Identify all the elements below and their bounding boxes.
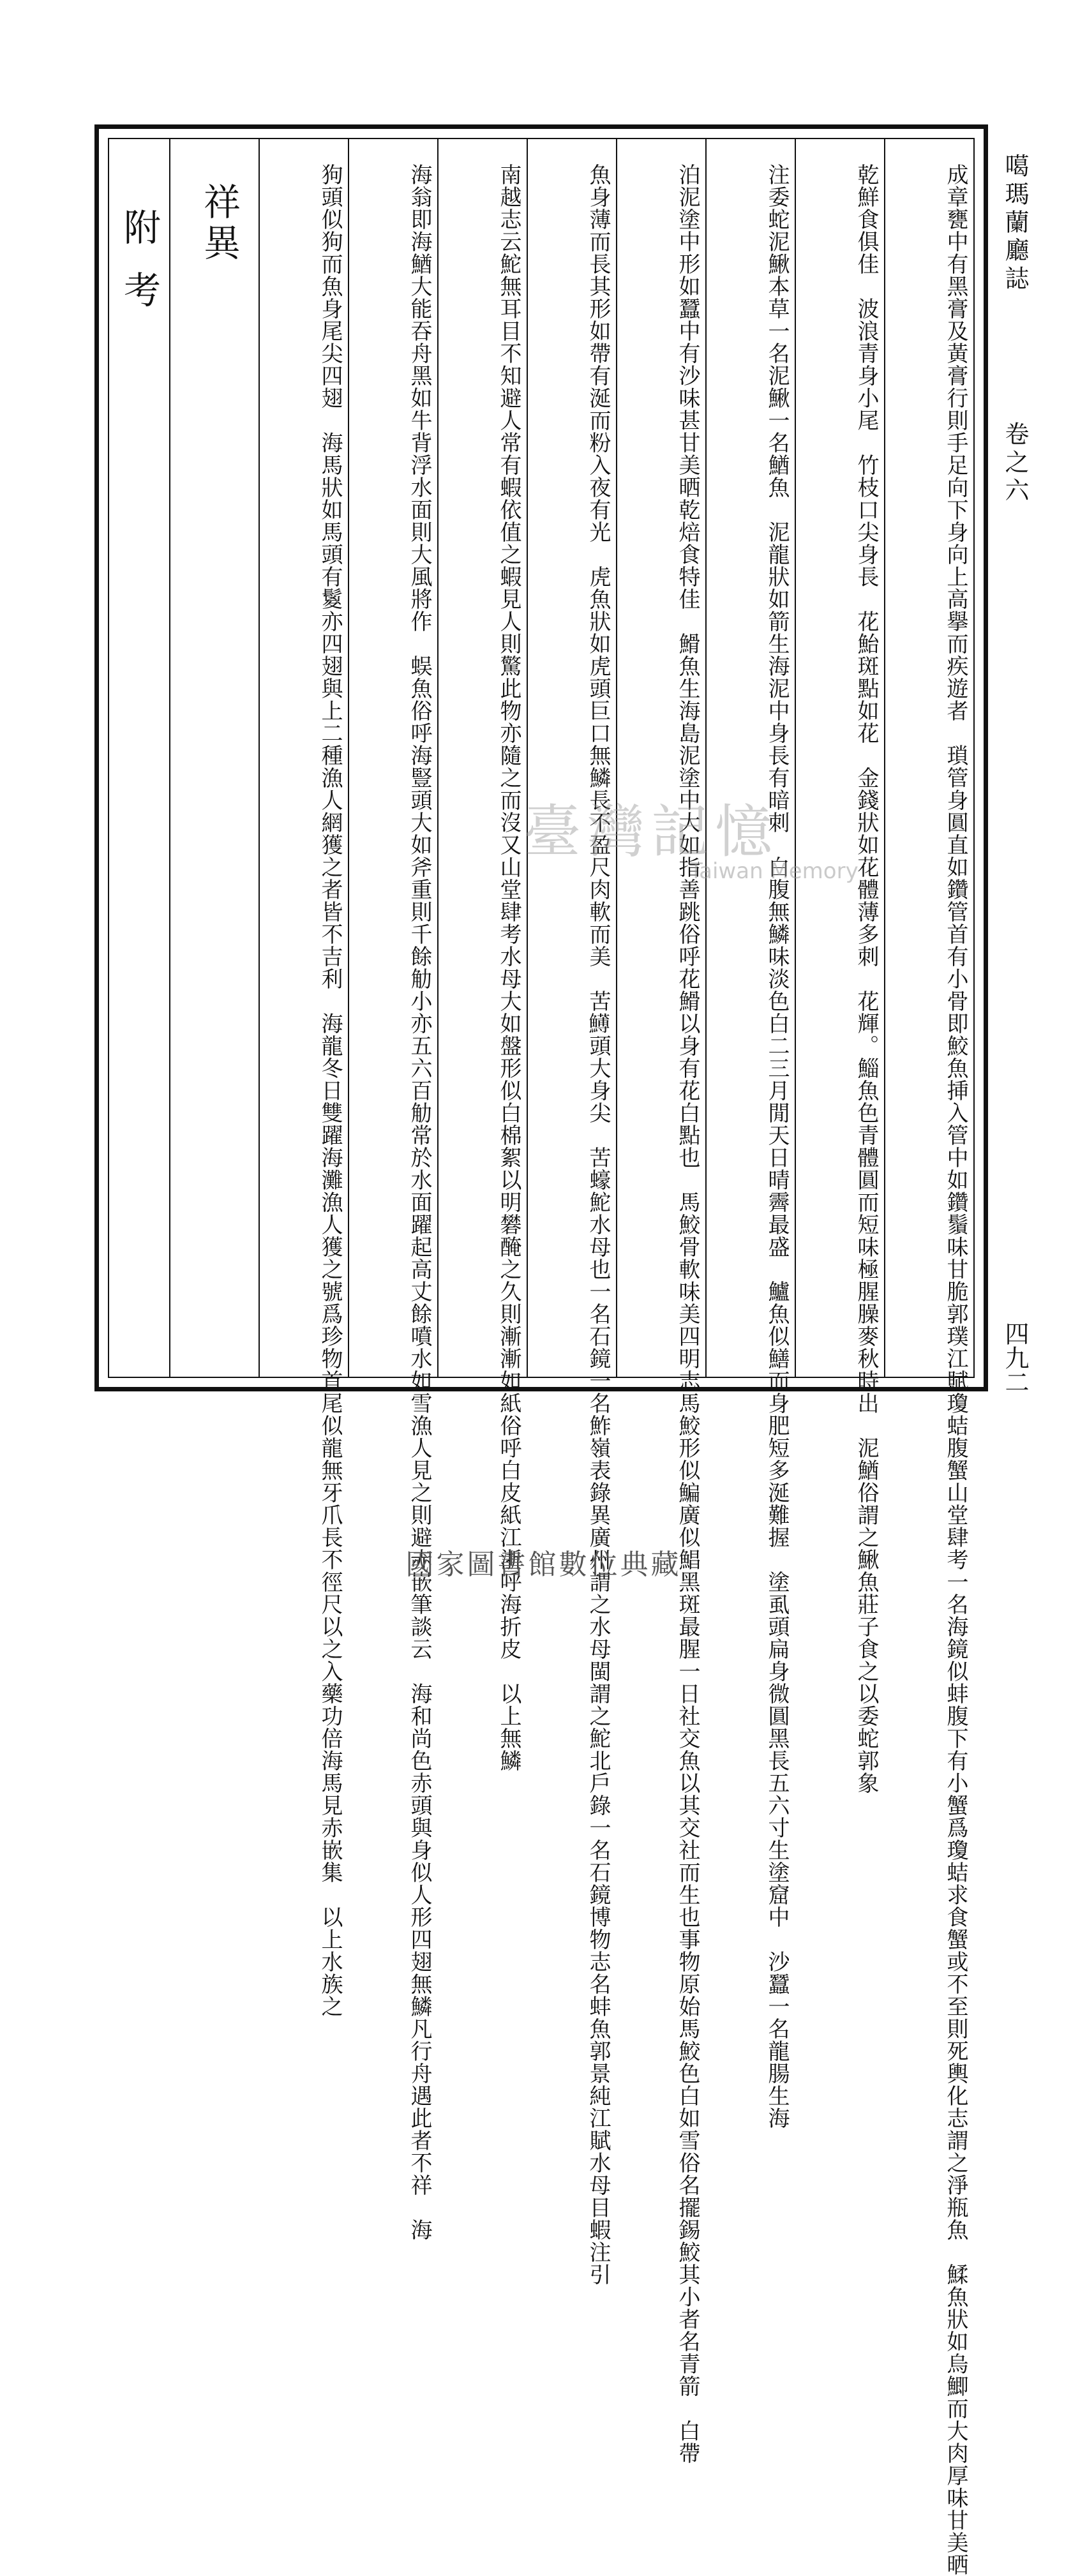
page-number: 四九二 [1001, 1321, 1029, 1394]
column-divider [169, 139, 170, 1377]
column-text: 南越志云鮀無耳目不知避人常有蝦依值之蝦見人則驚此物亦隨之而沒又山堂肆考水母大如盤形似白棉絮以明礬醃之久則漸漸如紙俗呼白皮紙江浙呼海折皮 以上無鱗 [496, 163, 521, 1772]
text-column-9 [172, 144, 259, 1372]
text-column-8 [261, 144, 348, 2018]
text-column-4 [618, 144, 705, 2464]
column-text: 海翁即海鰌大能吞舟黑如牛背浮水面則大風將作 蜈魚俗呼海豎頭大如斧重則千餘觔小亦五六百觔常於水面躍起高丈餘噴水如雪漁人見之則避赤嵌筆談云 海和尚色赤頭與身似人形四翅無鱗凡行舟遇此者不祥 海 [407, 163, 432, 2241]
text-column-6 [440, 144, 527, 1772]
column-divider [795, 139, 796, 1377]
column-text: 魚身薄而長其形如帶有涎而粉入夜有光 虎魚狀如虎頭巨口無鱗長不盈尺肉軟而美 苦𩼬頭大身尖 苦蠔鮀水母也一名石鏡一名鮓嶺表錄異廣州謂之水母閩謂之鮀北戶錄一名石鏡博物志名蚌魚郭景純江賦水母目蝦注引 [585, 163, 611, 2286]
column-divider [884, 139, 885, 1377]
book-title: 噶瑪蘭廳誌 [1001, 153, 1029, 294]
text-column-1 [887, 144, 973, 2576]
text-column-7 [350, 144, 437, 2241]
column-text: 狗頭似狗而魚身尾尖四翅 海馬狀如馬頭有鬉亦四翅與上二種漁人網獲之者皆不吉利 海龍冬日雙躍海灘漁人獲之號爲珍物首尾似龍無牙爪長不徑尺以之入藥功倍海馬見赤嵌集 以上水族之 [317, 163, 343, 2018]
watermark-text: Taiwan Memory [689, 858, 858, 884]
section-heading-xiangyi: 祥異 [197, 183, 241, 264]
text-column-3 [708, 144, 795, 2129]
column-text: 泊泥塗中形如蠶中有沙味甚甘美晒乾焙食特佳 䱻魚生海島泥塗中大如指善跳俗呼花䱻以身有花白點也 馬鮫骨軟味美四明志馬鮫形似鯿廣似鯧黑斑最腥一日社交魚以其交社而生也事物原始馬鮫色白如雪俗名擺錫鮫其小者名青箭 白帶 [675, 163, 700, 2464]
column-divider [437, 139, 439, 1377]
column-divider [259, 139, 260, 1377]
footer-collection-label: 國家圖書館數位典藏 [405, 1548, 682, 1581]
column-divider [527, 139, 528, 1377]
volume-label: 卷之六 [1001, 421, 1029, 505]
watermark-logo: 臺灣記憶 [523, 798, 779, 865]
column-divider [705, 139, 707, 1377]
section-heading-fukao: 附考 [117, 208, 161, 333]
column-divider [616, 139, 617, 1377]
page-header-column [994, 153, 1052, 1398]
column-divider [348, 139, 349, 1377]
text-column-5 [529, 144, 616, 2286]
column-text: 成章甕中有黑膏及黃膏行則手足向下身向上高擧而疾遊者 瑣管身圓直如鑽管首有小骨即鮫魚挿入管中如鑽鬚味甘脆郭璞江賦瓊蛣腹蟹山堂肆考一名海鏡似蚌腹下有小蟹爲瓊蛣求食蟹或不至則死輿化志謂之淨瓶魚 鰇魚狀如烏鯽而大肉厚味甘美晒 [943, 163, 968, 2576]
text-column-10 [105, 144, 169, 1372]
column-text: 乾鮮食俱佳 波浪青身小尾 竹枝口尖身長 花鮐斑點如花 金錢狀如花體薄多刺 花輝。鯔魚色青體圓而短味極腥臊麥秋時出 泥鰌俗謂之鰍魚莊子食之以委蛇郭象 [853, 163, 879, 1794]
text-column-2 [797, 144, 884, 1794]
column-text: 注委蛇泥鰍本草一名泥鰍一名鰌魚 泥龍狀如箭生海泥中身長有暗刺 白腹無鱗味淡色白二三月閒天日晴霽最盛 鱸魚似鱔而身肥短多涎難握 塗虱頭扁身微圓黑長五六寸生塗窟中 沙蠶一名龍腸生海 [764, 163, 790, 2129]
